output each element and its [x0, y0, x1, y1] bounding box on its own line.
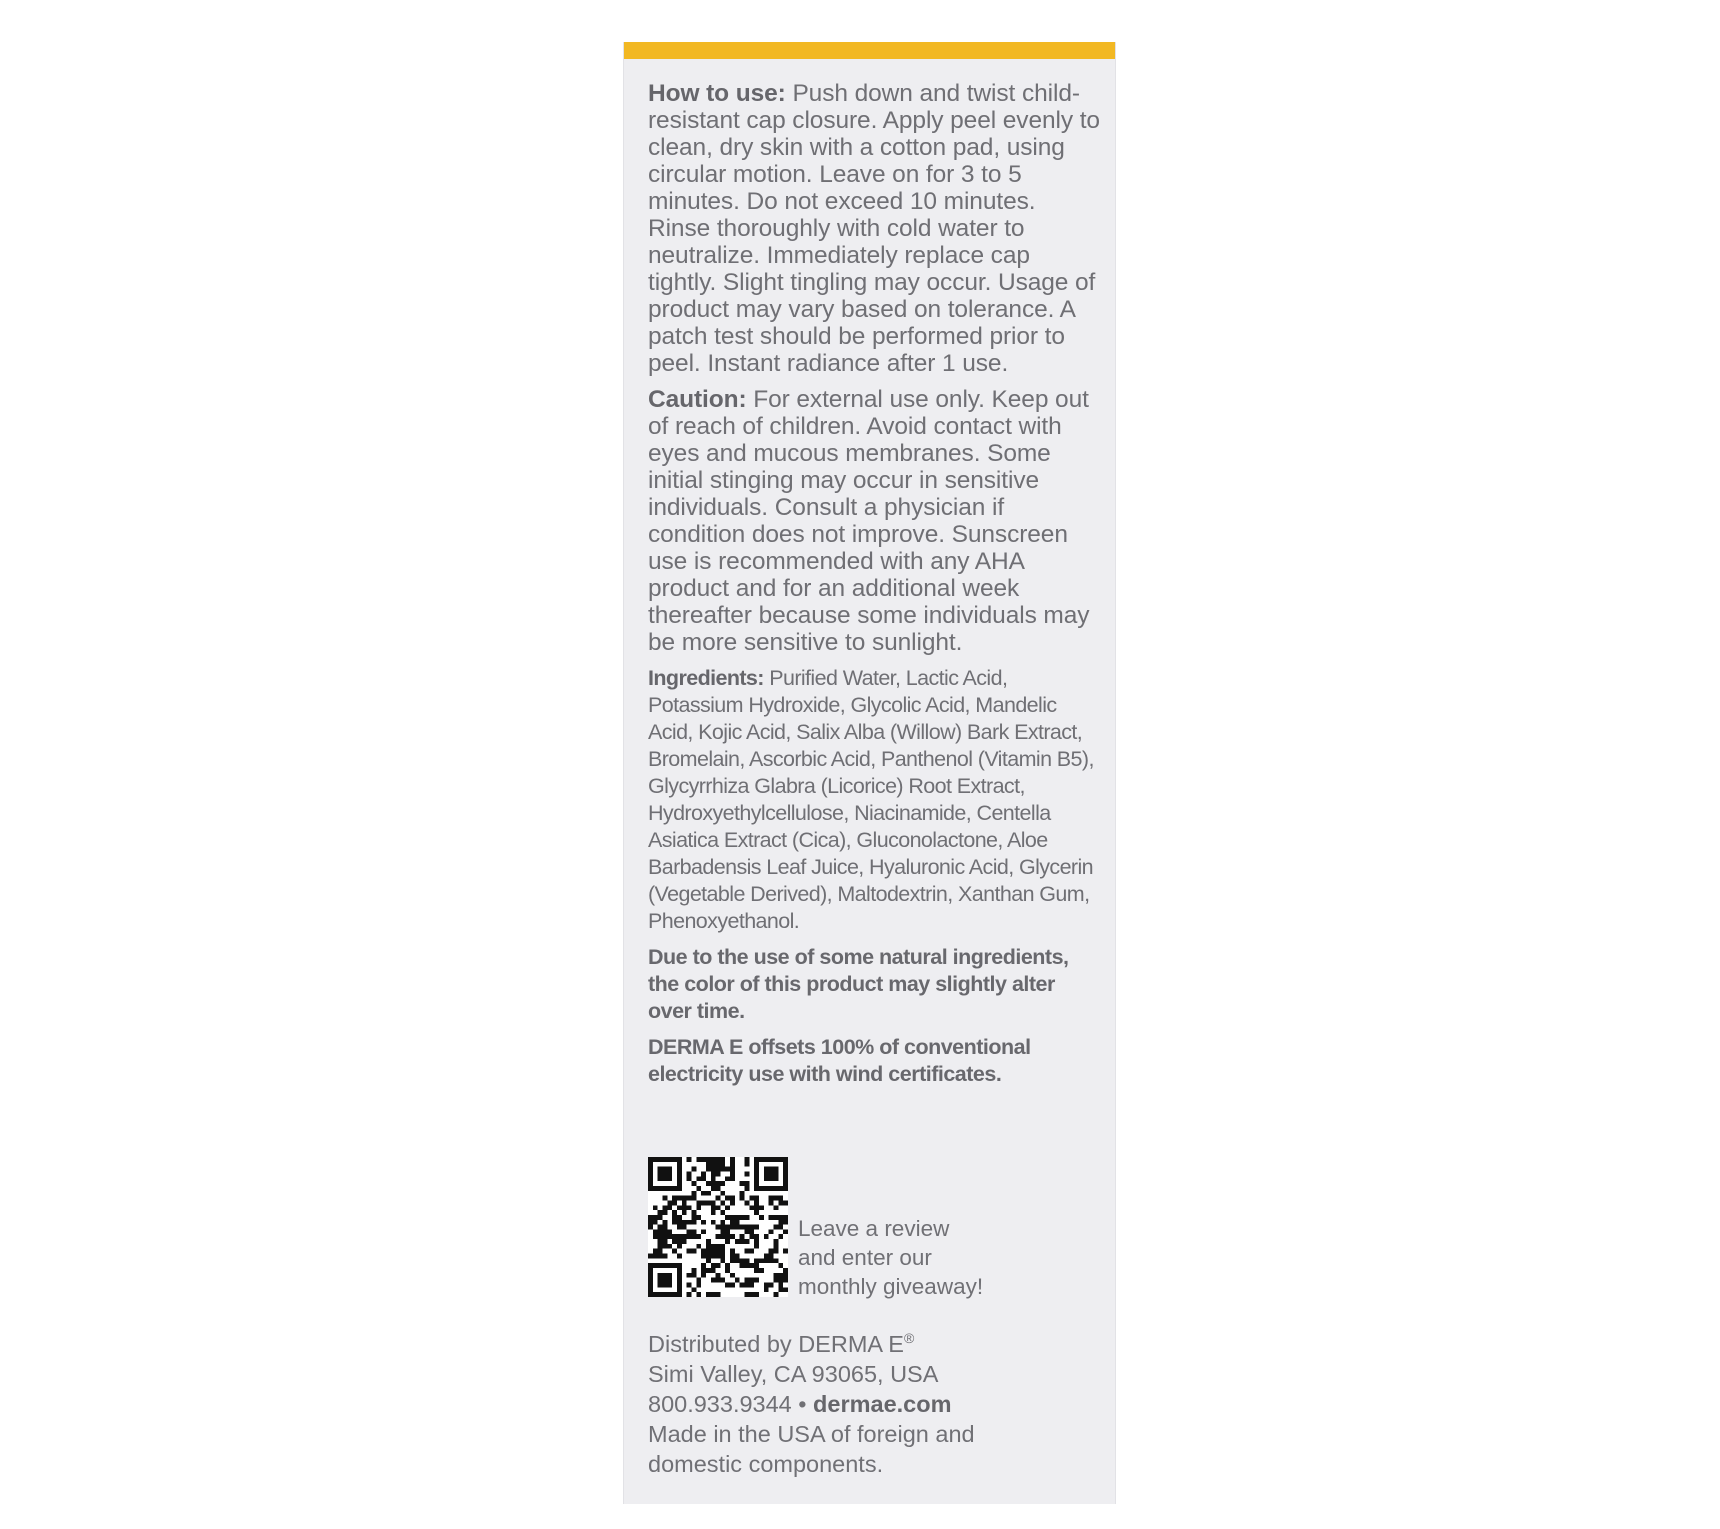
caution-section — [648, 386, 1103, 656]
review-line-2: and enter our — [798, 1245, 932, 1270]
how-to-use-text: Push down and twist child-resistant cap closure. Apply peel evenly to clean, dry skin with a cotton pad, using circular motion. Leave on for 3 to 5 minutes. Do not exceed 10 minutes. Rinse thoroughly with cold water to neutralize. Immediately replace cap tightly. Slight tingling may occur. Usage of product may vary based on tolerance. A patch test should be performed prior to peel. Instant radiance after 1 use. — [648, 80, 1100, 377]
review-line-3: monthly giveaway! — [798, 1274, 984, 1299]
made-in-line-1: Made in the USA of foreign and — [648, 1421, 975, 1447]
qr-code-icon[interactable] — [648, 1157, 788, 1297]
wind-note: DERMA E offsets 100% of conventional electricity use with wind certificates. — [648, 1035, 1031, 1086]
registered-mark: ® — [903, 1330, 915, 1347]
ingredients-section — [648, 665, 1103, 935]
website-link[interactable]: dermae.com — [813, 1391, 952, 1417]
distributor-name: Distributed by DERMA E — [648, 1331, 904, 1357]
ingredients-text: Purified Water, Lactic Acid, Potassium Hydroxide, Glycolic Acid, Mandelic Acid, Kojic Acid, Salix Alba (Willow) Bark Extract, Bromelain, Ascorbic Acid, Panthenol (Vitamin B5), Glycyrrhiza Glabra (Licorice) Root Extract, Hydroxyethylcellulose, Niacinamide, Centella Asiatica Extract (Cica), Gluconolactone, Aloe Barbadensis Leaf Juice, Hyaluronic Acid, Glycerin (Vegetable Derived), Maltodextrin, Xanthan Gum, Phenoxyethanol. — [648, 666, 1094, 933]
contact-line — [648, 1389, 975, 1419]
review-invite-text — [798, 1214, 983, 1301]
review-line-1: Leave a review — [798, 1216, 950, 1241]
ingredients-heading: Ingredients: — [648, 666, 764, 690]
distributor-address: Simi Valley, CA 93065, USA — [648, 1361, 939, 1387]
top-accent-stripe — [624, 42, 1115, 59]
caution-heading: Caution: — [648, 386, 747, 413]
how-to-use-section — [648, 80, 1103, 377]
caution-text: For external use only. Keep out of reach of children. Avoid contact with eyes and mucous membranes. Some initial stinging may occur in sensitive individuals. Consult a physician if condition does not improve. Sunscreen use is recommended with any AHA product and for an additional week thereafter because some individuals may be more sensitive to sunlight. — [648, 386, 1090, 656]
made-in-line-2: domestic components. — [648, 1451, 884, 1477]
review-qr-row — [648, 1157, 983, 1297]
color-note: Due to the use of some natural ingredients, the color of this product may slightly alter over time. — [648, 945, 1069, 1023]
label-text-content — [648, 80, 1103, 1097]
distributor-info — [648, 1329, 975, 1479]
phone-number: 800.933.9344 • — [648, 1391, 814, 1417]
product-label-panel — [623, 42, 1116, 1504]
distributor-line — [648, 1329, 975, 1359]
how-to-use-heading: How to use: — [648, 80, 786, 107]
